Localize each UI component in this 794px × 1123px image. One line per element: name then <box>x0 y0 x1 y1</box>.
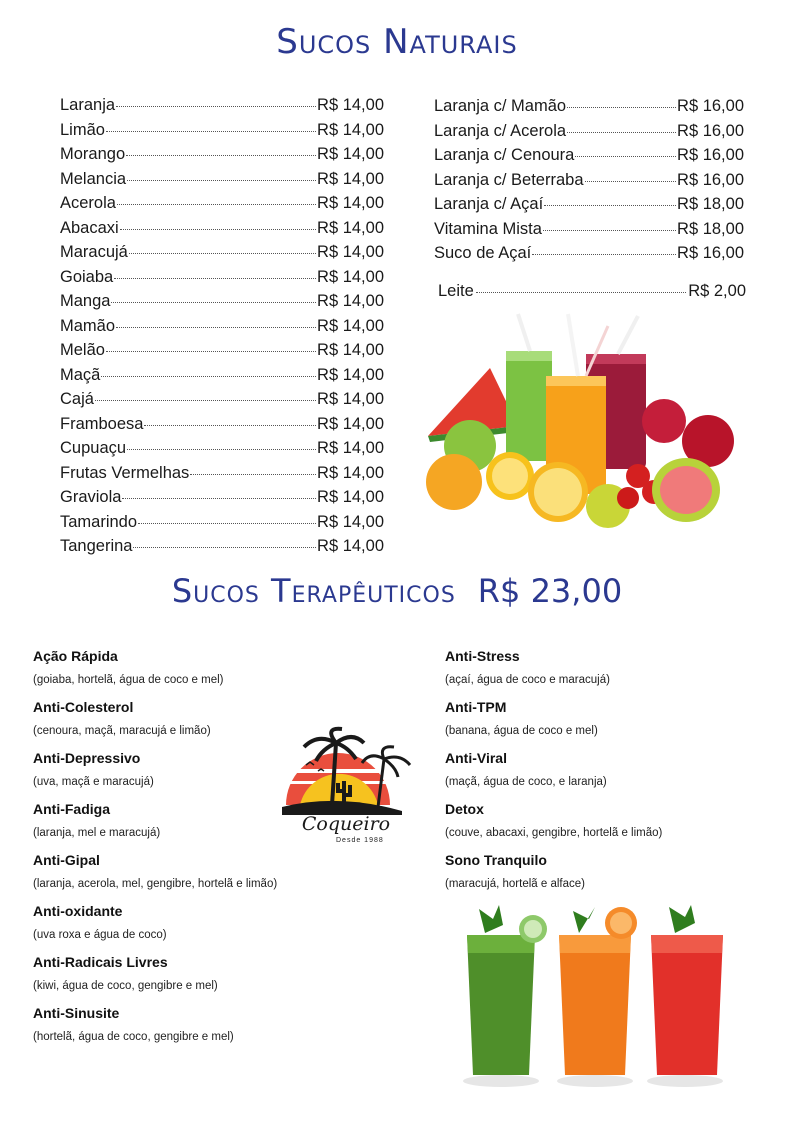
menu-item: Morango R$ 14,00 <box>60 145 384 163</box>
list-item: Detox (couve, abacaxi, gengibre, hortelã e limão) <box>445 801 663 839</box>
menu-item: Acerola R$ 14,00 <box>60 194 384 212</box>
naturais-right-list <box>434 97 744 269</box>
menu-item: Limão R$ 14,00 <box>60 120 384 139</box>
section-title-text: Sucos Terapêuticos <box>171 572 456 610</box>
fruit-juices-image <box>418 306 736 538</box>
menu-item: Melancia R$ 14,00 <box>60 169 384 188</box>
coqueiro-logo <box>278 725 414 857</box>
menu-item: Frutas Vermelhas R$ 14,00 <box>60 463 384 482</box>
list-item: Anti-Gipal (laranja, acerola, mel, gengibre, hortelã e limão) <box>33 852 278 890</box>
menu-item: Graviola R$ 14,00 <box>60 488 384 506</box>
title-sucos-naturais: Sucos Naturais <box>276 22 518 62</box>
menu-item: Laranja c/ Beterraba R$ 16,00 <box>434 170 744 189</box>
menu-item: Suco de Açaí R$ 16,00 <box>434 244 744 262</box>
menu-item: Tamarindo R$ 14,00 <box>60 512 384 531</box>
list-item: Ação Rápida (goiaba, hortelã, água de coco e mel) <box>33 648 224 686</box>
menu-item: Laranja R$ 14,00 <box>60 96 384 114</box>
list-item: Anti-Stress (açaí, água de coco e maracujá) <box>445 648 610 686</box>
menu-item-price: R$ 2,00 <box>688 282 746 300</box>
menu-item: Maçã R$ 14,00 <box>60 365 384 384</box>
menu-item: Melão R$ 14,00 <box>60 341 384 359</box>
section-price: R$ 23,00 <box>477 572 623 610</box>
title-sucos-terapeuticos <box>0 572 794 610</box>
menu-item: Cajá R$ 14,00 <box>60 390 384 408</box>
logo-tagline: Desde 1988 <box>336 837 384 844</box>
logo-name: Coqueiro <box>301 813 391 835</box>
menu-item: Cupuaçu R$ 14,00 <box>60 439 384 457</box>
menu-item: Tangerina R$ 14,00 <box>60 537 384 555</box>
list-item: Anti-Sinusite (hortelã, água de coco, gengibre e mel) <box>33 1005 234 1043</box>
menu-item-name: Leite <box>438 282 474 300</box>
list-item: Anti-Depressivo (uva, maçã e maracujá) <box>33 750 154 788</box>
juice-glasses-image <box>455 905 730 1095</box>
menu-item: Abacaxi R$ 14,00 <box>60 218 384 237</box>
terapeuticos-right-list <box>445 646 765 901</box>
menu-item: Framboesa R$ 14,00 <box>60 414 384 433</box>
list-item: Anti-TPM (banana, água de coco e mel) <box>445 699 598 737</box>
menu-item: Goiaba R$ 14,00 <box>60 267 384 286</box>
menu-item: Manga R$ 14,00 <box>60 292 384 310</box>
menu-item: Maracujá R$ 14,00 <box>60 243 384 261</box>
naturais-left-list <box>60 96 384 562</box>
list-item: Anti-oxidante (uva roxa e água de coco) <box>33 903 167 941</box>
list-item: Anti-Fadiga (laranja, mel e maracujá) <box>33 801 161 839</box>
menu-item: Mamão R$ 14,00 <box>60 316 384 335</box>
menu-item: Laranja c/ Cenoura R$ 16,00 <box>434 146 744 164</box>
menu-item: Vitamina Mista R$ 18,00 <box>434 219 744 238</box>
menu-item-leite <box>438 282 746 301</box>
menu-item: Laranja c/ Acerola R$ 16,00 <box>434 121 744 140</box>
list-item: Sono Tranquilo (maracujá, hortelã e alface) <box>445 852 585 890</box>
list-item: Anti-Radicais Livres (kiwi, água de coco, gengibre e mel) <box>33 954 218 992</box>
list-item: Anti-Colesterol (cenoura, maçã, maracujá e limão) <box>33 699 211 737</box>
list-item: Anti-Viral (maçã, água de coco, e laranja) <box>445 750 607 788</box>
menu-item: Laranja c/ Mamão R$ 16,00 <box>434 97 744 115</box>
menu-item: Laranja c/ Açaí R$ 18,00 <box>434 195 744 213</box>
